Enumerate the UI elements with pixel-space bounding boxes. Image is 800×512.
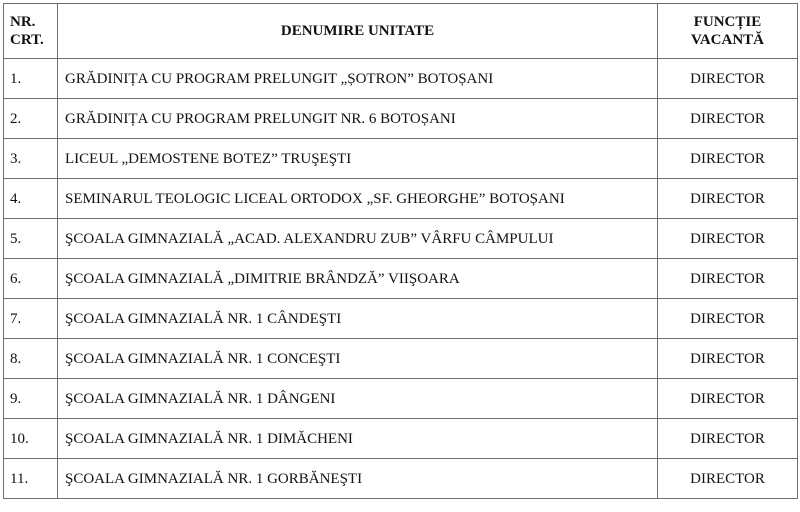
table-row <box>4 259 798 299</box>
header-nr-crt <box>4 4 58 59</box>
header-function-line2: VACANTĂ <box>690 32 765 48</box>
row-number: 3. <box>4 139 58 179</box>
unit-name: ŞCOALA GIMNAZIALĂ NR. 1 CÂNDEŞTI <box>58 299 658 339</box>
table-row <box>4 59 798 99</box>
table-row <box>4 419 798 459</box>
header-unit-name: DENUMIRE UNITATE <box>58 4 658 59</box>
header-nr-line2: CRT. <box>10 32 44 48</box>
vacant-function: DIRECTOR <box>658 259 798 299</box>
vacant-function: DIRECTOR <box>658 459 798 499</box>
row-number: 10. <box>4 419 58 459</box>
row-number: 1. <box>4 59 58 99</box>
unit-name: GRĂDINIȚA CU PROGRAM PRELUNGIT NR. 6 BOTOȘANI <box>58 99 658 139</box>
header-vacant-function <box>658 4 798 59</box>
header-row <box>4 4 798 59</box>
table-body <box>4 59 798 499</box>
vacant-function: DIRECTOR <box>658 299 798 339</box>
table-row <box>4 379 798 419</box>
unit-name: SEMINARUL TEOLOGIC LICEAL ORTODOX „SF. GHEORGHE” BOTOȘANI <box>58 179 658 219</box>
table-row <box>4 99 798 139</box>
row-number: 5. <box>4 219 58 259</box>
table-row <box>4 179 798 219</box>
vacant-function: DIRECTOR <box>658 219 798 259</box>
unit-name: ŞCOALA GIMNAZIALĂ „ACAD. ALEXANDRU ZUB” VÂRFU CÂMPULUI <box>58 219 658 259</box>
row-number: 7. <box>4 299 58 339</box>
vacant-function: DIRECTOR <box>658 179 798 219</box>
header-nr-line1: NR. <box>10 14 36 30</box>
row-number: 6. <box>4 259 58 299</box>
table-row <box>4 299 798 339</box>
unit-name: ŞCOALA GIMNAZIALĂ NR. 1 DÂNGENI <box>58 379 658 419</box>
unit-name: ŞCOALA GIMNAZIALĂ NR. 1 GORBĂNEŞTI <box>58 459 658 499</box>
table-row <box>4 459 798 499</box>
table-row <box>4 339 798 379</box>
header-function-line1: FUNCȚIE <box>693 14 762 30</box>
table-row <box>4 219 798 259</box>
unit-name: ŞCOALA GIMNAZIALĂ „DIMITRIE BRÂNDZĂ” VIIŞOARA <box>58 259 658 299</box>
row-number: 4. <box>4 179 58 219</box>
table-header <box>4 4 798 59</box>
vacant-function: DIRECTOR <box>658 99 798 139</box>
unit-name: ŞCOALA GIMNAZIALĂ NR. 1 CONCEŞTI <box>58 339 658 379</box>
row-number: 11. <box>4 459 58 499</box>
unit-name: ŞCOALA GIMNAZIALĂ NR. 1 DIMĂCHENI <box>58 419 658 459</box>
vacant-function: DIRECTOR <box>658 59 798 99</box>
unit-name: GRĂDINIȚA CU PROGRAM PRELUNGIT „ȘOTRON” BOTOȘANI <box>58 59 658 99</box>
table-row <box>4 139 798 179</box>
vacant-function: DIRECTOR <box>658 339 798 379</box>
vacant-function: DIRECTOR <box>658 139 798 179</box>
row-number: 8. <box>4 339 58 379</box>
vacant-function: DIRECTOR <box>658 419 798 459</box>
unit-name: LICEUL „DEMOSTENE BOTEZ” TRUŞEŞTI <box>58 139 658 179</box>
row-number: 9. <box>4 379 58 419</box>
row-number: 2. <box>4 99 58 139</box>
vacant-positions-table <box>3 3 798 499</box>
vacant-function: DIRECTOR <box>658 379 798 419</box>
